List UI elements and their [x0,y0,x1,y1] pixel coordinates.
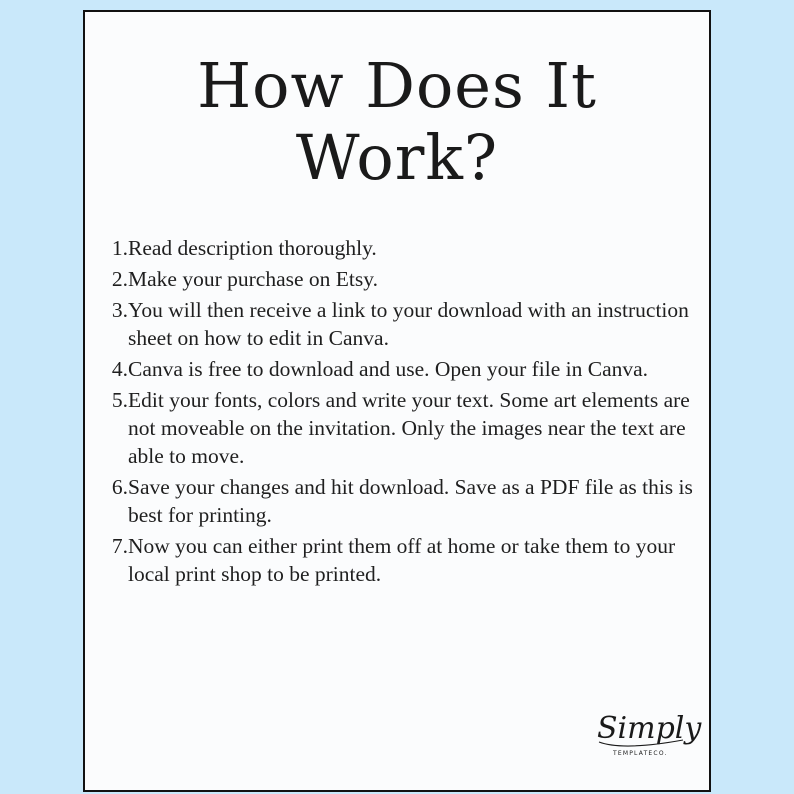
simply-templateco-logo [593,700,702,764]
title-line-1: How Does It [197,49,597,122]
step-item [105,473,705,529]
step-text: Canva is free to download and use. Open your file in Canva. [128,357,649,381]
step-text: Now you can either print them off at home or take them to your local print shop to be printed. [128,534,676,586]
step-item [105,265,705,293]
step-item [105,532,705,588]
step-number: 7. [111,534,128,558]
step-text: You will then receive a link to your download with an instruction sheet on how to edit in Canva. [128,298,689,350]
instruction-card [83,10,711,792]
step-number: 5. [111,388,128,412]
step-item [105,296,705,352]
step-text: Read description thoroughly. [128,236,377,260]
logo-script-text: Simply [597,711,702,746]
title-line-2: Work? [295,121,499,194]
step-text: Edit your fonts, colors and write your text. Some art elements are not moveable on the invitation. Only the images near the text are able to move. [128,388,690,468]
step-item [105,386,705,470]
step-text: Save your changes and hit download. Save as a PDF file as this is best for printing. [128,475,693,527]
step-number: 3. [111,298,128,322]
step-number: 1. [111,236,128,260]
step-number: 6. [111,475,128,499]
logo-tagline-text: TEMPLATECO. [613,750,668,757]
page-title [85,50,709,194]
step-text: Make your purchase on Etsy. [128,267,378,291]
step-item [105,234,705,262]
step-number: 2. [111,267,128,291]
step-number: 4. [111,357,128,381]
step-item [105,355,705,383]
steps-list [105,234,705,591]
